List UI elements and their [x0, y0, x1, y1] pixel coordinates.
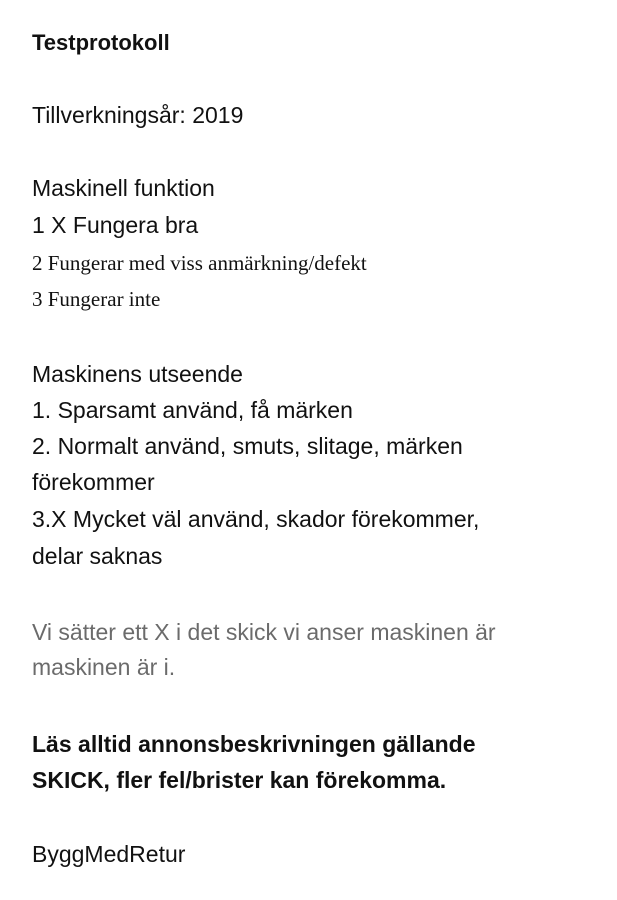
machine-appearance-item-3: 3.X Mycket väl använd, skador förekommer,	[32, 506, 480, 532]
warning-line-2: SKICK, fler fel/brister kan förekomma.	[32, 767, 447, 793]
machine-function-heading: Maskinell funktion	[32, 175, 215, 201]
document-title: Testprotokoll	[32, 30, 170, 55]
signature: ByggMedRetur	[32, 841, 186, 867]
machine-appearance-item-1: 1. Sparsamt använd, få märken	[32, 397, 353, 423]
machine-function-item-1: 1 X Fungera bra	[32, 212, 199, 238]
note-line-1: Vi sätter ett X i det skick vi anser maskinen är	[32, 619, 496, 645]
machine-appearance-item-2-cont: förekommer	[32, 469, 155, 495]
note-line-2: maskinen är i.	[32, 654, 176, 680]
machine-appearance-item-3-cont: delar saknas	[32, 543, 163, 569]
machine-appearance-heading: Maskinens utseende	[32, 361, 243, 387]
warning-line-1: Läs alltid annonsbeskrivningen gällande	[32, 731, 476, 757]
manufacture-year: Tillverkningsår: 2019	[32, 102, 244, 128]
machine-function-item-3: 3 Fungerar inte	[32, 287, 161, 311]
machine-function-item-2: 2 Fungerar med viss anmärkning/defekt	[32, 251, 367, 275]
machine-appearance-item-2: 2. Normalt använd, smuts, slitage, märken	[32, 433, 463, 459]
